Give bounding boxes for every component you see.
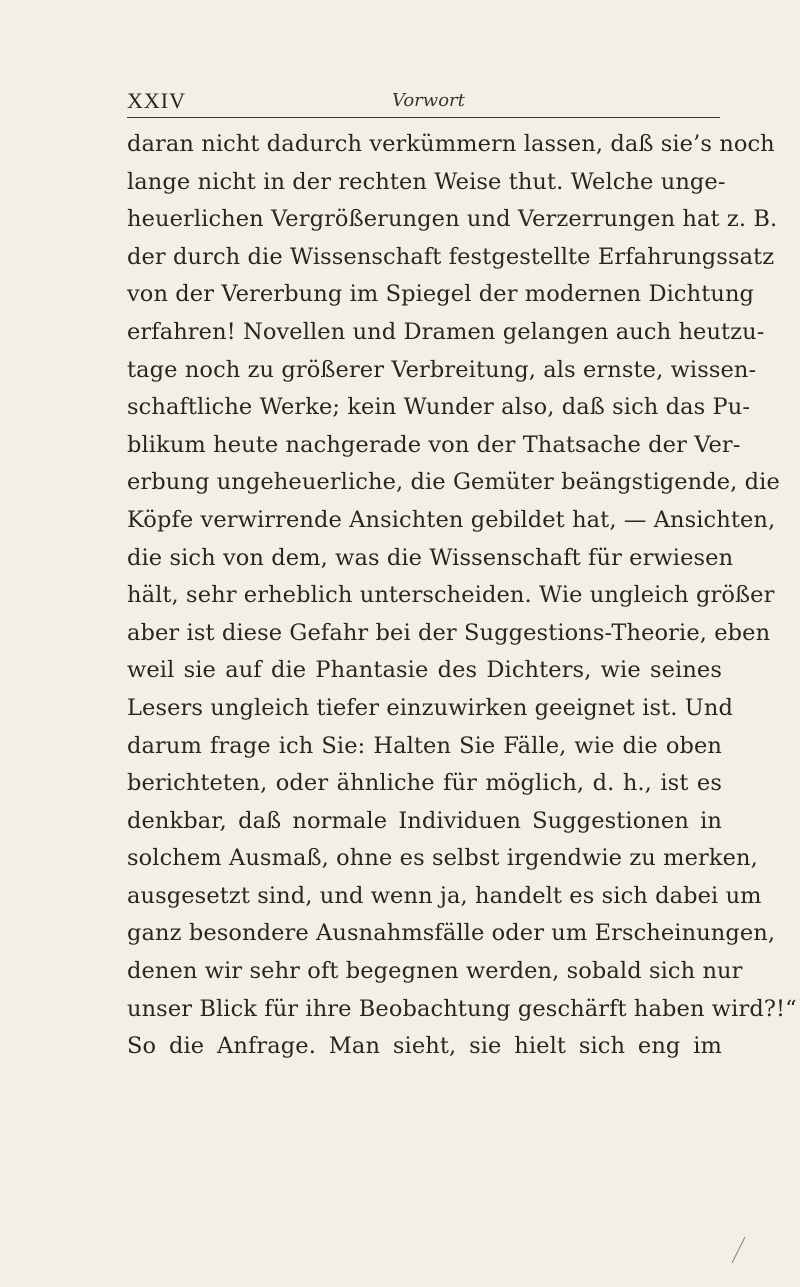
text-line: denkbar, daß normale Individuen Suggestionen in [127, 807, 722, 834]
pencil-mark [728, 1235, 748, 1265]
text-line: ganz besondere Ausnahmsfälle oder um Erscheinungen, [127, 920, 776, 947]
text-line: daran nicht dadurch verkümmern lassen, daß sie’s noch [127, 131, 775, 157]
text-line: weil sie auf die Phantasie des Dichters, wie seines [127, 657, 722, 684]
text-line: schaftliche Werke; kein Wunder also, daß sich das Pu- [127, 394, 751, 421]
text-line: von der Vererbung im Spiegel der modernen Dichtung [127, 281, 755, 308]
text-line: blikum heute nachgerade von der Thatsache der Ver- [127, 431, 741, 458]
text-line: tage noch zu größerer Verbreitung, als ernste, wissen- [127, 356, 757, 383]
text-line: So die Anfrage. Man sieht, sie hielt sich eng im [127, 1033, 722, 1060]
page-number: XXIV [127, 88, 186, 113]
running-title: Vorwort [392, 90, 465, 111]
text-line: Lesers ungleich tiefer einzuwirken geeignet ist. Und [127, 694, 733, 721]
text-line: denen wir sehr oft begegnen werden, sobald sich nur [127, 958, 743, 985]
text-line: heuerlichen Vergrößerungen und Verzerrungen hat z. B. [127, 206, 778, 233]
text-line: solchem Ausmaß, ohne es selbst irgendwie zu merken, [127, 845, 758, 872]
text-line: erfahren! Novellen und Dramen gelangen auch heutzu- [127, 318, 765, 345]
text-line: aber ist diese Gefahr bei der Suggestions-Theorie, eben [127, 619, 771, 646]
body-text [127, 126, 797, 1066]
text-line: berichteten, oder ähnliche für möglich, d. h., ist es [127, 770, 722, 797]
text-line: darum frage ich Sie: Halten Sie Fälle, wie die oben [127, 732, 722, 759]
text-line: unser Blick für ihre Beobachtung geschärft haben wird?!“ [127, 995, 797, 1022]
text-line: hält, sehr erheblich unterscheiden. Wie ungleich größer [127, 582, 775, 609]
text-line: die sich von dem, was die Wissenschaft für erwiesen [127, 544, 734, 571]
text-line: lange nicht in der rechten Weise thut. Welche unge- [127, 168, 726, 195]
text-line: erbung ungeheuerliche, die Gemüter beängstigende, die [127, 469, 780, 496]
running-head [127, 88, 722, 118]
header-rule [127, 117, 720, 118]
text-line: Köpfe verwirrende Ansichten gebildet hat, — Ansichten, [127, 506, 776, 533]
text-line: der durch die Wissenschaft festgestellte Erfahrungssatz [127, 243, 775, 270]
text-line: ausgesetzt sind, und wenn ja, handelt es sich dabei um [127, 882, 762, 909]
